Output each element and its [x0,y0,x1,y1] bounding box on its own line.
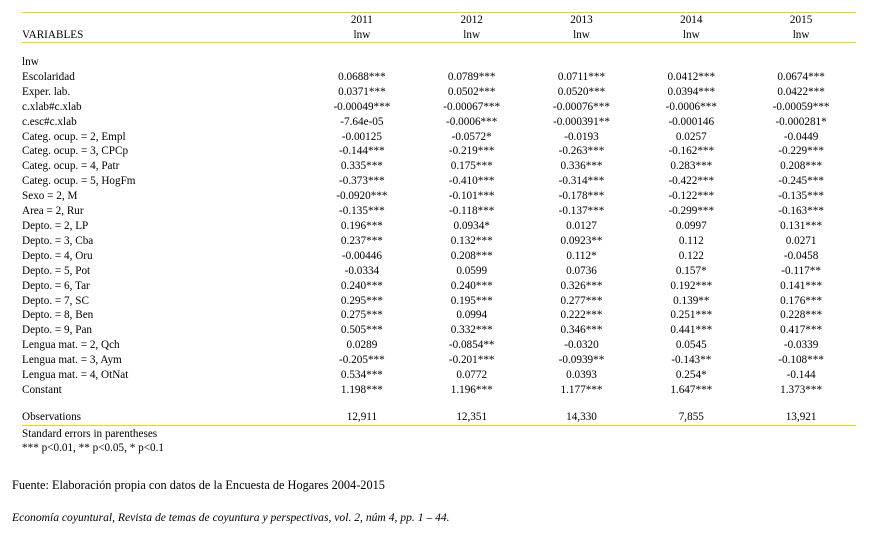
coefficient-cell: 0.534*** [340,369,383,382]
coefficient-cell: 0.283*** [670,160,713,173]
observations-value: 7,855 [678,410,704,423]
coefficient-cell: 0.0934* [453,219,490,232]
coefficient-cell: 0.0271 [785,234,817,247]
regression-table-container [22,12,856,455]
coefficient-cell: -0.000391** [553,115,610,128]
coefficient-cell: -0.0334 [344,264,380,277]
coefficient-cell: -0.122*** [668,190,715,203]
coefficient-cell: 1.196*** [450,383,493,396]
coefficient-cell: 0.0674*** [777,70,825,83]
year-header: 2012 [460,14,483,26]
note-significance: *** p<0.01, ** p<0.05, * p<0.1 [22,441,164,454]
depvar-header: lnw [682,28,700,41]
observations-row [22,410,856,425]
coefficient-cell: -0.118*** [449,205,495,218]
coefficient-cell: 0.240*** [450,279,493,292]
coefficient-cell: 1.198*** [340,383,383,396]
coefficient-cell: 0.0257 [675,130,707,143]
coefficient-cell: -0.219*** [448,145,495,158]
coefficient-cell: 0.0545 [675,339,707,352]
coefficient-cell: -0.144*** [339,145,385,158]
coefficient-cell: 0.141*** [780,279,823,292]
variable-label: Lengua mat. = 4, OtNat [22,369,129,382]
coefficient-cell: -0.263*** [558,145,605,158]
table-row [22,353,856,368]
coefficient-cell: -0.0193 [564,130,599,143]
variable-label: Depto. = 3, Cba [22,234,94,247]
coefficient-cell: 0.254* [675,369,707,382]
coefficient-cell: -0.0006*** [446,115,498,128]
coefficient-cell: 0.441*** [670,324,713,337]
coefficient-cell: 0.112 [678,234,704,247]
coefficient-cell: -0.205*** [339,354,385,367]
coefficient-cell: 1.177*** [560,383,603,396]
section-label: lnw [22,56,39,68]
observations-value: 12,351 [456,410,488,423]
coefficient-cell: -0.314*** [558,175,605,188]
coefficient-cell: -0.00125 [341,130,382,143]
coefficient-cell: 0.417*** [780,324,823,337]
year-header: 2014 [680,14,703,26]
coefficient-cell: 0.176*** [780,294,823,307]
coefficient-cell: 0.0422*** [777,85,825,98]
table-row [22,234,856,249]
coefficient-cell: 0.0772 [456,369,488,382]
coefficient-cell: 0.0711*** [557,70,606,83]
table-row [22,308,856,323]
table-row [22,189,856,204]
coefficient-cell: 0.336*** [560,160,603,173]
table-row [22,368,856,383]
depvar-header: lnw [792,28,810,41]
coefficient-cell: 1.373*** [780,383,823,396]
table-row [22,323,856,338]
year-header: 2015 [789,14,813,26]
coefficient-cell: 0.208*** [450,249,493,262]
year-header: 2011 [350,14,373,26]
coefficient-cell: 0.0412*** [667,70,716,83]
coefficient-cell: 0.192*** [670,279,713,292]
table-row [22,294,856,309]
variable-label: Lengua mat. = 2, Qch [22,339,120,352]
coefficient-cell: 0.228*** [780,309,823,322]
coefficient-cell: -0.229*** [778,145,824,158]
depvar-header: lnw [353,28,371,41]
header-variable-row [22,28,856,43]
coefficient-cell: 0.195*** [450,294,493,307]
coefficient-cell: 0.0394*** [667,85,716,98]
coefficient-cell: 0.122 [678,249,704,262]
coefficient-cell: -0.135*** [778,190,824,203]
coefficient-cell: -0.101*** [448,190,495,203]
coefficient-cell: -0.0339 [783,339,819,352]
table-notes [22,428,856,456]
table-row [22,338,856,353]
variable-label: Escolaridad [22,70,75,83]
variable-label: Categ. ocup. = 5, HogFm [22,175,136,188]
coefficient-cell: 0.0502*** [447,85,496,98]
variable-label: Depto. = 8, Ben [22,309,94,322]
coefficient-cell: -0.0572* [451,130,492,143]
variable-label: Depto. = 2, LP [22,219,89,232]
section-label-row [22,55,856,70]
coefficient-cell: 0.0736 [566,264,597,277]
table-row [22,264,856,279]
table-row [22,115,856,130]
regression-table [22,12,856,426]
source-note: Fuente: Elaboración propia con datos de la Encuesta de Hogares 2004-2015 [12,478,385,492]
coefficient-cell: 0.0994 [456,309,488,322]
coefficient-cell: 0.112* [566,249,597,262]
table-row [22,279,856,294]
variable-label: Lengua mat. = 3, Aym [22,354,122,367]
depvar-header: lnw [463,28,481,41]
variable-label: Categ. ocup. = 4, Patr [22,160,120,173]
observations-value: 13,921 [785,410,817,423]
coefficient-cell: -0.00446 [341,249,382,262]
variable-label: Depto. = 6, Tar [22,279,90,292]
journal-citation: Economía coyuntural, Revista de temas de coyuntura y perspectivas, vol. 2, núm 4, pp. 1 – 44. [12,511,450,524]
table-row [22,159,856,174]
coefficient-cell: -0.0854** [448,339,495,352]
coefficient-cell: -7.64e-05 [340,115,384,128]
coefficient-cell: 0.505*** [340,324,383,337]
table-row [22,219,856,234]
coefficient-cell: 0.295*** [340,294,383,307]
coefficient-cell: 0.0127 [566,219,597,232]
coefficient-cell: -0.000146 [668,115,715,128]
coefficient-cell: 0.157* [675,264,707,277]
table-row [22,85,856,100]
coefficient-cell: 0.208*** [780,160,823,173]
coefficient-cell: 0.251*** [670,309,713,322]
variable-label: Area = 2, Rur [22,205,84,218]
coefficient-cell: 0.277*** [560,294,603,307]
table-row [22,144,856,159]
coefficient-cell: -0.108*** [778,354,824,367]
variable-label: Exper. lab. [22,85,71,98]
coefficient-cell: -0.373*** [339,175,385,188]
variable-label: Depto. = 4, Oru [22,249,93,262]
coefficient-cell: -0.410*** [448,175,495,188]
coefficient-cell: 0.335*** [340,160,383,173]
coefficient-cell: 0.132*** [450,234,493,247]
coefficient-cell: -0.0320 [564,339,599,352]
table-row [22,174,856,189]
coefficient-cell: -0.201*** [448,354,495,367]
coefficient-cell: -0.144 [786,369,816,382]
coefficient-cell: -0.143** [671,354,712,367]
coefficient-cell: 0.196*** [340,219,383,232]
coefficient-cell: 0.139** [673,294,710,307]
coefficient-cell: 0.222*** [560,309,603,322]
coefficient-cell: 0.0997 [675,219,707,232]
table-row [22,204,856,219]
variable-label: Sexo = 2, M [22,190,78,203]
coefficient-cell: -0.0939** [558,354,605,367]
observations-label: Observations [22,410,82,423]
variable-label: Categ. ocup. = 3, CPCp [22,145,129,158]
observations-value: 14,330 [566,410,597,423]
coefficient-cell: 0.237*** [340,234,383,247]
coefficient-cell: -0.117** [781,264,821,277]
coefficient-cell: 0.175*** [450,160,493,173]
coefficient-cell: -0.163*** [778,205,824,218]
coefficient-cell: 0.0371*** [338,85,386,98]
coefficient-cell: 0.0599 [456,264,488,277]
variable-label: Depto. = 7, SC [22,294,89,307]
coefficient-cell: -0.0006*** [665,100,717,113]
variable-label: Constant [22,383,62,396]
year-header: 2013 [570,14,593,26]
coefficient-cell: -0.0920*** [336,190,388,203]
coefficient-cell: 0.275*** [340,309,383,322]
coefficient-cell: 0.0923** [560,234,603,247]
coefficient-cell: -0.00076*** [553,100,610,113]
coefficient-cell: 0.0520*** [557,85,606,98]
coefficient-cell: 0.332*** [450,324,493,337]
variable-label: c.esc#c.xlab [22,115,77,128]
variable-label: c.xlab#c.xlab [22,100,82,113]
variables-header: VARIABLES [22,28,84,41]
coefficient-cell: 0.0393 [566,369,597,382]
variable-label: Depto. = 9, Pan [22,324,93,337]
coefficient-cell: 0.0688*** [338,70,386,83]
variable-label: Depto. = 5, Pot [22,264,91,277]
coefficient-cell: -0.178*** [558,190,605,203]
coefficient-cell: -0.00049*** [333,100,391,113]
coefficient-cell: 0.0789*** [447,70,496,83]
coefficient-cell: -0.137*** [558,205,605,218]
table-row [22,383,856,398]
variable-label: Categ. ocup. = 2, Empl [22,130,126,143]
coefficient-cell: -0.000281* [775,115,827,128]
note-standard-errors: Standard errors in parentheses [22,427,158,440]
coefficient-cell: -0.245*** [778,175,824,188]
coefficient-cell: -0.00059*** [772,100,830,113]
observations-value: 12,911 [346,410,378,423]
coefficient-cell: -0.0449 [783,130,819,143]
coefficient-cell: 0.240*** [340,279,383,292]
table-row [22,70,856,85]
table-row [22,130,856,145]
table-row [22,249,856,264]
header-year-row [22,13,856,28]
coefficient-cell: -0.162*** [668,145,715,158]
coefficient-cell: -0.422*** [668,175,715,188]
coefficient-cell: 0.326*** [560,279,603,292]
table-row [22,100,856,115]
depvar-header: lnw [573,28,590,41]
coefficient-cell: 1.647*** [670,383,713,396]
coefficient-cell: 0.0289 [346,339,378,352]
coefficient-cell: -0.00067*** [443,100,501,113]
coefficient-cell: -0.299*** [668,205,715,218]
coefficient-cell: -0.0458 [783,249,819,262]
coefficient-cell: 0.346*** [560,324,603,337]
coefficient-cell: -0.135*** [339,205,385,218]
coefficient-cell: 0.131*** [780,219,823,232]
